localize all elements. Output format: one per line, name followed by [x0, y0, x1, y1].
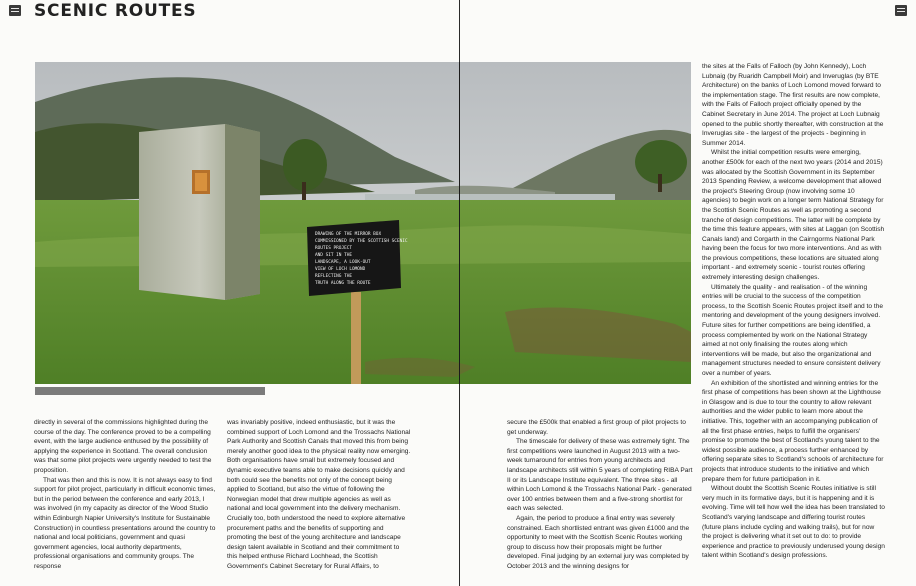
- article-column-1: [34, 418, 218, 572]
- sign-line: DRAWING OF THE MIRROR BOX: [315, 232, 382, 237]
- paragraph: Whilst the initial competition results were emerging, another £500k for each of the next two years (2014 and 2015) was allocated by the Scottish Government in its September 2013 Spending Review, a welcome development that allowed the project's Steering Group (now involving some 10 agencies) to begin work on a longer term National Strategy for the Scottish Scenic Routes as well as promoting a second tranche of design competitions. The latter will be complete by the time this feature appears, with sites at Laggan (on Scottish Canals land) and Corgarth in the Cairngorms National Park having been the focus for two more interventions. And as with the previous competitions, these locations are situated along important - and extremely scenic - tourist routes offering extremely interesting design challenges.: [702, 149, 885, 282]
- landscape-photo-illustration: [35, 62, 691, 384]
- paragraph: Ultimately the quality - and realisation - of the winning entries will be crucial to the success of the competition process, to the Scottish Scenic Routes project itself and to the mentoring and development of the young designers involved. Future sites for further competitions are being identified, a process complemented by work on the National Strategy aimed at not only finalising the routes along which interventions will be made, but also the organizational and management structures needed to ensure consistent delivery over a number of years.: [702, 283, 884, 377]
- paragraph: Without doubt the Scottish Scenic Routes initiative is still very much in its formative days, but it is happening and it is evolving. Time will tell how well the idea has been translated to Scotland's varying landscape and differing tourist routes (future plans include cycling and walking trails), but for now the project is delivering what it set out to do: to provide experience and practice to previously underused young design talent within Scotland's design professions.: [702, 485, 885, 560]
- paragraph: was invariably positive, indeed enthusiastic, but it was the combined support of Loch Lomond and the Trossachs National Park Authority and Scottish Canals that moved this from being merely another good idea to the physical reality now emerging. Both organisations have small but extremely focused and dynamic executive teams able to make decisions quickly and both could see the benefits not only of the concept being applied to Scotland, but also the virtue of following the Norwegian model that drew multiple agencies as well as national and local government into the delivery mechanism. Crucially too, both understood the need to explore alternative procurement paths and the benefits of supporting and promoting the best of the young architecture and landscape design talent available in Scotland and their commitment to this helped enthuse Richard Lochhead, the Scottish Government's Cabinet Secretary for Rural Affairs, to: [227, 419, 411, 570]
- landscape-photo: [35, 62, 691, 384]
- paragraph: the sites at the Falls of Falloch (by John Kennedy), Loch Lubnaig (by Ruaridh Campbell Moir) and Inveruglas (by BTE Architecture) on the banks of Loch Lomond moved forward to the implementation stage. The first results are now complete, with the Falls of Falloch project officially opened by the Cabinet Secretary in June 2014. The project at Loch Lubnaig opened to the public shortly thereafter, with construction at the Inveruglas site - the largest of the projects - beginning in Summer 2014.: [702, 63, 884, 147]
- paragraph: The timescale for delivery of these was extremely tight. The first competitions were launched in August 2013 with a two-week turnaround for entries from young architects and landscape architects still within 5 years of completing RIBA Part II or its Landscape Institute equivalent. The three sites - all within Loch Lomond & the Trossachs National Park - generated over 100 entries between them and a five-strong shortlist for each was selected.: [507, 438, 693, 513]
- caption-bar: [35, 387, 265, 395]
- article-column-2: [227, 418, 411, 572]
- paragraph: Again, the period to produce a final entry was severely constrained. Each shortlisted entrant was given £1000 and the opportunity to meet with the Scottish Scenic Routes working group to discuss how their proposals might be further developed. Final judging by an external jury was completed by October 2013 and the winning designs for: [507, 514, 690, 570]
- menu-lines-icon: [9, 5, 21, 16]
- sign-line: VIEW OF LOCH LOMOND: [315, 267, 366, 272]
- paragraph: directly in several of the commissions highlighted during the course of the day. The conference proved to be a compelling event, with the large audience enthused by the possibility of applying the experience in Scotland. The overall conclusion was that some pilot projects were urgently needed to test the proposition.: [34, 419, 212, 474]
- sign-line: TRUTH ALONG THE ROUTE: [315, 281, 371, 286]
- menu-lines-icon: [895, 5, 907, 16]
- article-column-3: [507, 418, 693, 572]
- paragraph: That was then and this is now. It is not always easy to find support for pilot project, particularly in difficult economic times, but in the period between the conference and early 2013, I was involved (in my capacity as director of the Wood Studio within Edinburgh Napier University's Institute for Sustainable Construction) in countless presentations around the country to national and local politicians, government and quasi government agencies, local authority departments, professional organisations and community groups. The response: [34, 476, 216, 570]
- sign-line: REFLECTING THE: [315, 274, 353, 279]
- sign-line: AND SIT IN THE: [315, 253, 353, 258]
- section-title: SCENIC ROUTES: [34, 1, 197, 21]
- paragraph: An exhibition of the shortlisted and winning entries for the first phase of competitions has been shown at the Lighthouse in Glasgow and is due to tour the country to allow relevant authorities and the wider public to learn more about the initiative. This, together with an accompanying publication of all the first phase entries, helps to fulfill the organisers' promise to promote the best of Scotland's young talent to the widest possible audience, a process further enhanced by offering separate sites to Scotland's schools of architecture for projects that introduce students to the initiative and which prepare them for future participation in it.: [702, 379, 884, 483]
- sign-line: ROUTES PROJECT: [315, 246, 353, 251]
- article-column-4: [702, 62, 885, 561]
- sign-line: COMMISSIONED BY THE SCOTTISH SCENIC: [315, 239, 408, 244]
- sign-line: LANDSCAPE, A LOOK-OUT: [315, 260, 371, 265]
- paragraph: secure the £500k that enabled a first group of pilot projects to get underway.: [507, 419, 686, 436]
